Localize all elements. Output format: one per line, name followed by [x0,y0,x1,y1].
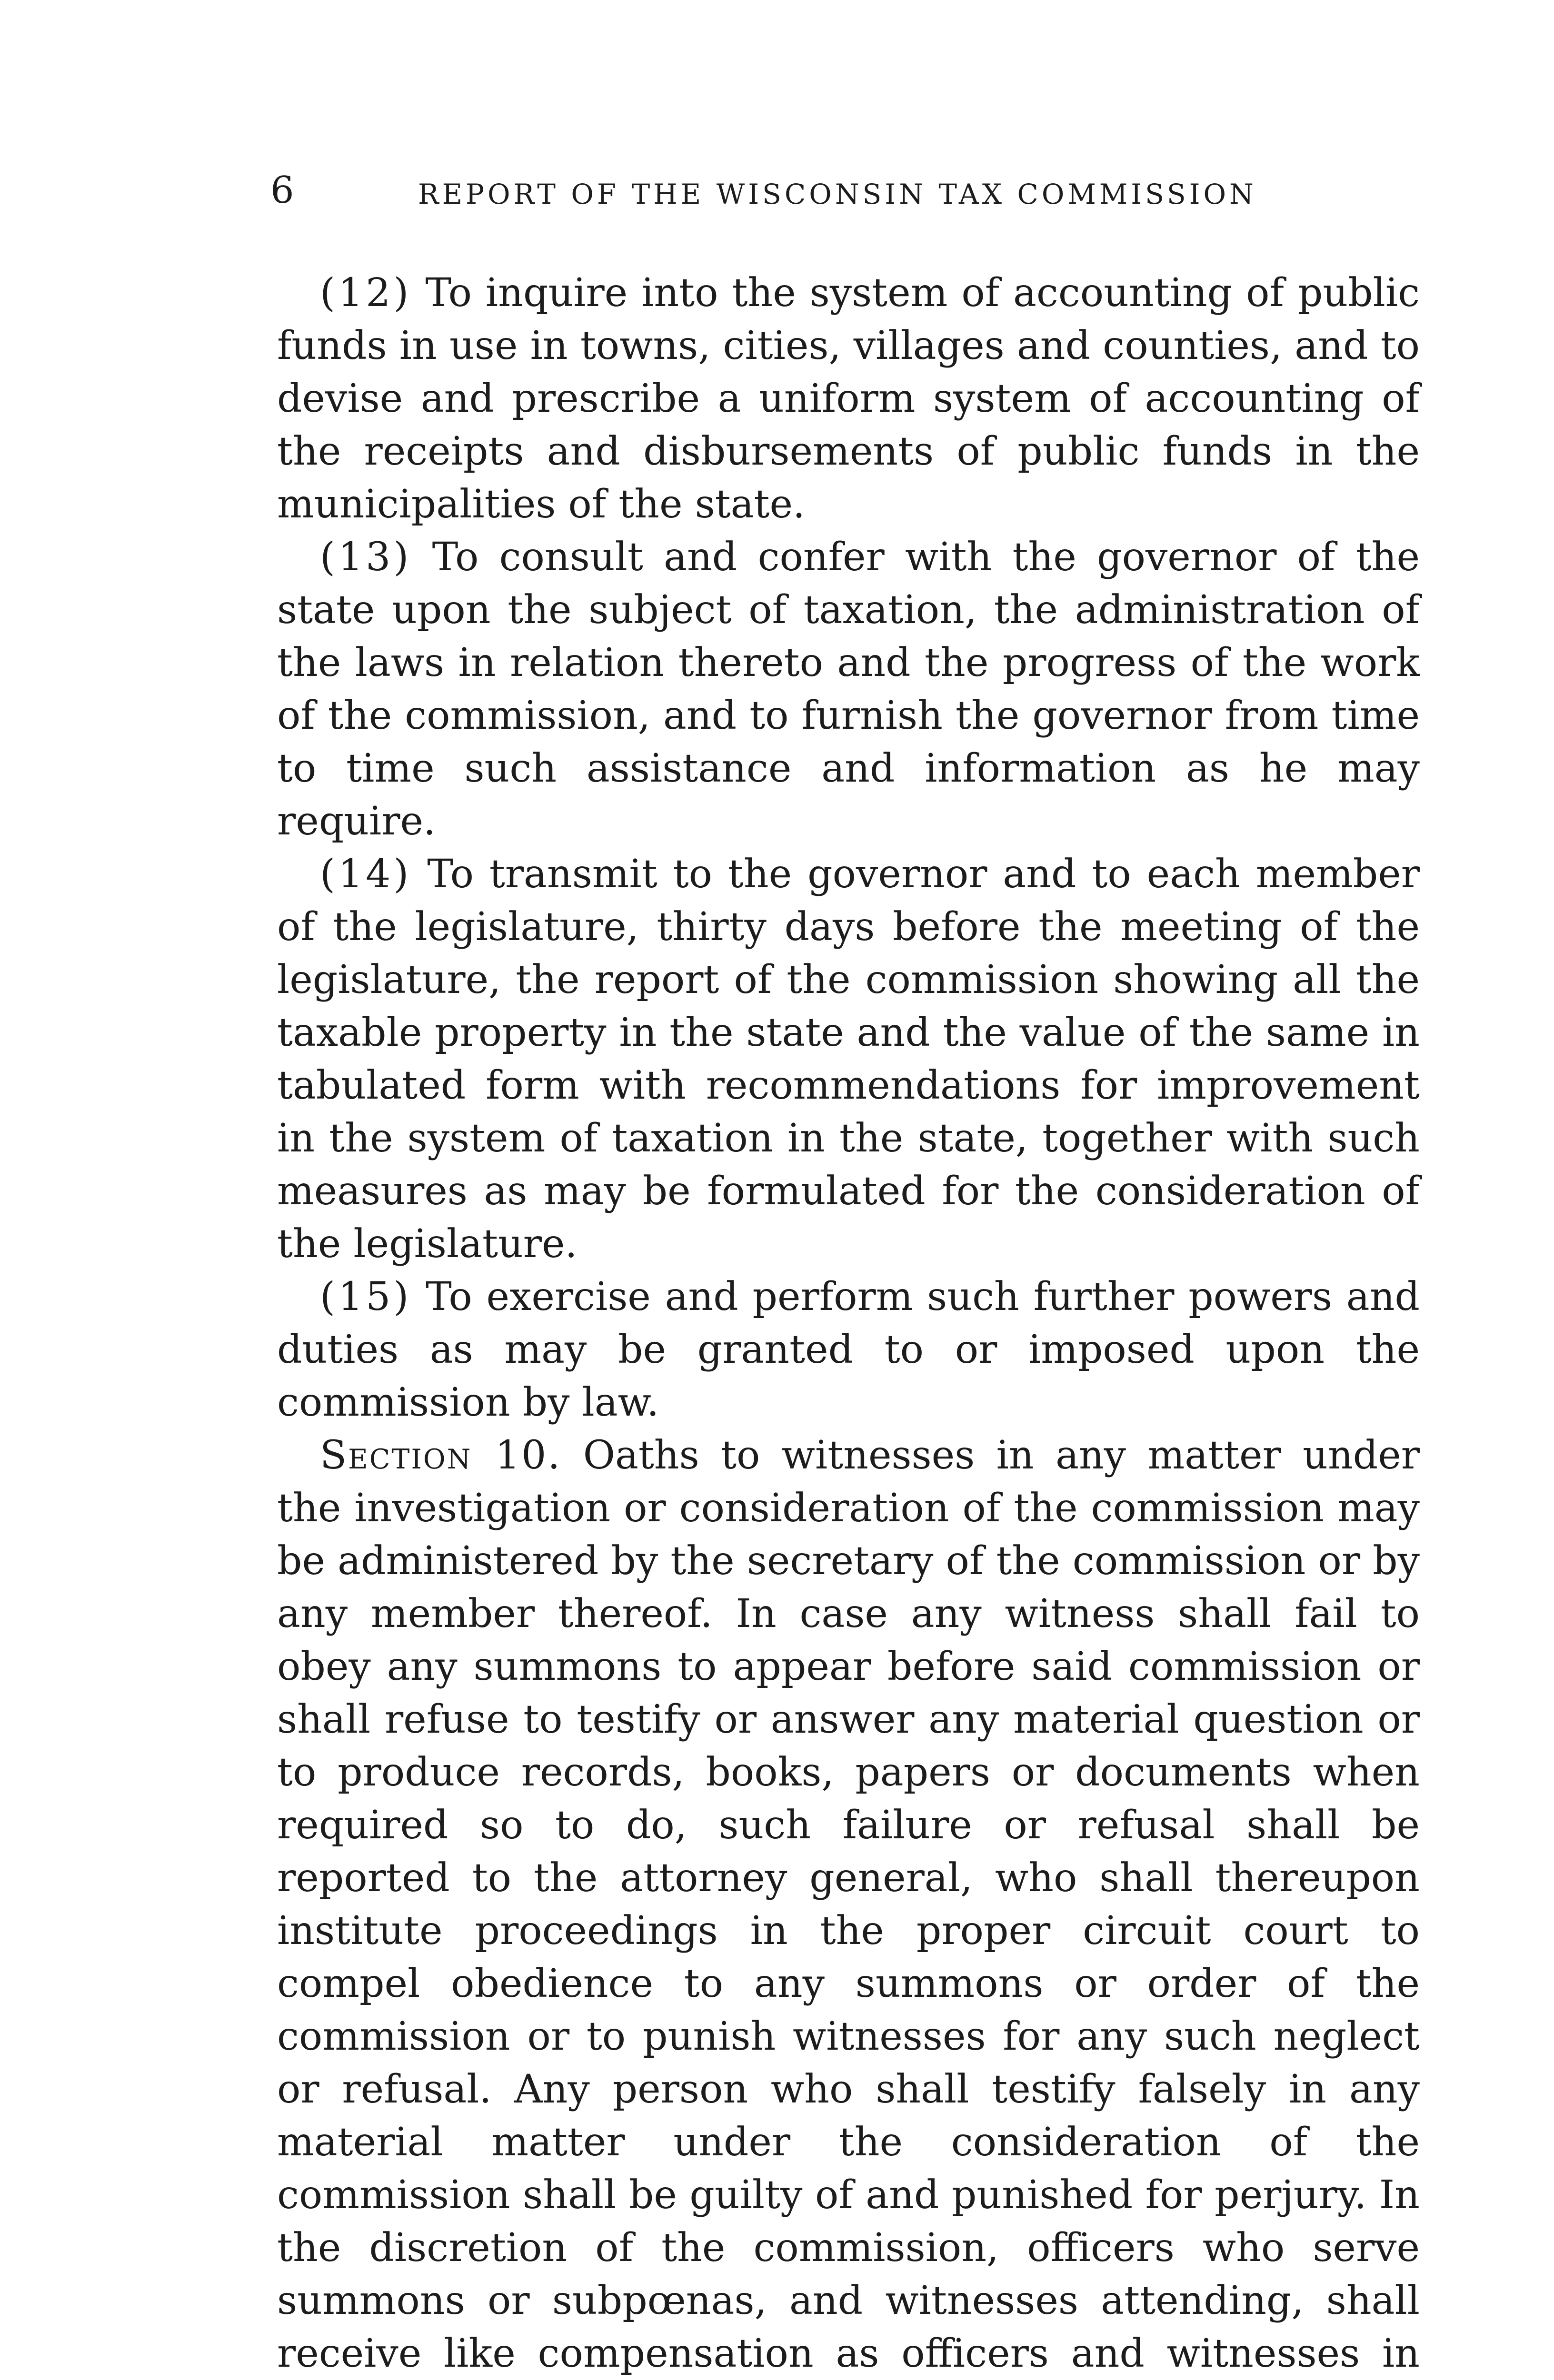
paragraph-text: To consult and confer with the governor of the state upon the subject of taxation, the administration of the laws in relation thereto and the progress of the work of the commission, and to furnish the governor from time to time such assistance and information as he may require. [277,535,1420,844]
section-text: Oaths to witnesses in any matter under the investigation or consideration of the commission may be administered by the secretary of the commission or by any member thereof. In case any witness shall fail to obey any summons to appear before said commission or shall refuse to testify or answer any material question or to produce records, books, papers or documents when required so to do, such failure or refusal shall be reported to the attorney general, who shall thereupon institute proceedings in the proper circuit court to compel obedience to any summons or order of the commission or to punish witnesses for any such neglect or refusal. Any person who shall testify falsely in any material matter under the consideration of the commission shall be guilty of and punished for perjury. In the discretion of the commission, officers who serve summons or subpœnas, and witnesses attending, shall receive like compensation as officers and witnesses in [277,1433,1420,2376]
body-text [277,267,1420,2380]
paragraph-text: To exercise and perform such further powers and duties as may be granted to or imposed upon the commission by law. [277,1274,1420,1425]
page-header [270,167,1423,228]
page-number: 6 [270,169,294,212]
paragraph-text: To inquire into the system of accounting of public funds in use in towns, cities, villages and counties, and to devise and prescribe a uniform system of accounting of the receipts and disbursements of public funds in the municipalities of the state. [277,270,1420,527]
paragraph-15 [277,1270,1420,1429]
paragraph-text: To transmit to the governor and to each member of the legislature, thirty days before the meeting of the legislature, the report of the commission showing all the taxable property in the state and the value of the same in tabulated form with recommendations for improvement in the system of taxation in the state, together with such measures as may be formulated for the consideration of the legislature. [277,852,1420,1267]
paragraph-number: (14) [320,852,412,897]
paragraph-14 [277,848,1420,1270]
paragraph-number: (12) [320,270,412,316]
section-heading: Section 10. [320,1433,562,1478]
paragraph-12 [277,267,1420,531]
section-10 [277,1429,1420,2380]
paragraph-13 [277,531,1420,848]
paragraph-number: (15) [320,1274,412,1319]
running-head: REPORT OF THE WISCONSIN TAX COMMISSION [418,178,1257,210]
paragraph-number: (13) [320,535,412,580]
